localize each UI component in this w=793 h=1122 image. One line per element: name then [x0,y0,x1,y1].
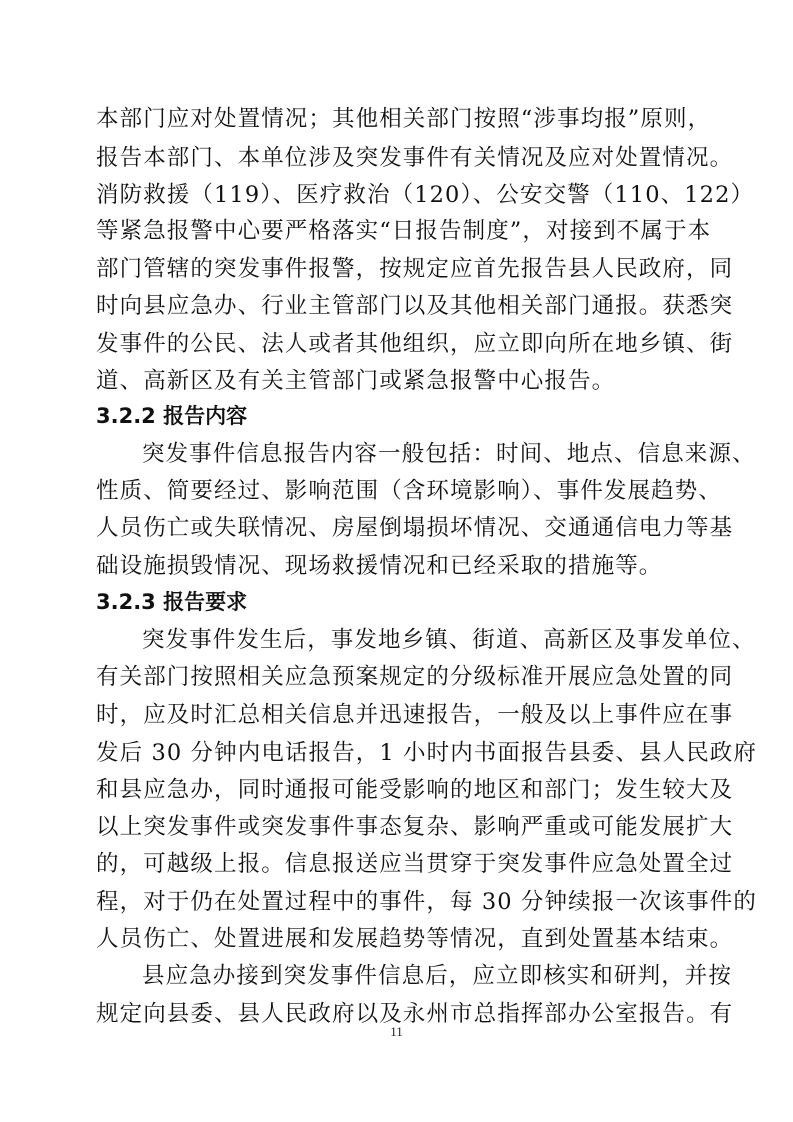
paragraph-line: 有关部门按照相关应急预案规定的分级标准开展应急处置的同 [96,664,734,690]
paragraph-line: 以上突发事件或突发事件事态复杂、影响严重或可能发展扩大 [96,814,734,840]
paragraph-line: 等紧急报警中心要严格落实“日报告制度”，对接到不属于本 [96,218,712,244]
paragraph-line: 县应急办接到突发事件信息后，应立即核实和研判，并按 [142,963,733,989]
paragraph-line: 消防救援（119）、医疗救治（120）、公安交警（110、122） [96,182,755,208]
section-heading-3-2-3: 3.2.3 报告要求 [96,590,248,614]
paragraph-line: 规定向县委、县人民政府以及永州市总指挥部办公室报告。有 [96,1001,734,1027]
page-number: 11 [390,1024,403,1039]
paragraph-line: 道、高新区及有关主管部门或紧急报警中心报告。 [96,368,616,394]
paragraph-line: 发事件的公民、法人或者其他组织，应立即向所在地乡镇、街 [96,331,734,357]
paragraph-line: 突发事件信息报告内容一般包括：时间、地点、信息来源、 [142,441,756,467]
paragraph-line: 的，可越级上报。信息报送应当贯穿于突发事件应急处置全过 [96,851,734,877]
paragraph-line: 时，应及时汇总相关信息并迅速报告，一般及以上事件应在事 [96,702,734,728]
paragraph-line: 报告本部门、本单位涉及突发事件有关情况及应对处置情况。 [96,145,734,171]
paragraph-line: 本部门应对处置情况；其他相关部门按照“涉事均报”原则， [96,106,712,132]
paragraph-line: 程，对于仍在处置过程中的事件，每 30 分钟续报一次该事件的 [96,889,757,915]
paragraph-line: 突发事件发生后，事发地乡镇、街道、高新区及事发单位、 [142,627,756,653]
paragraph-line: 性质、简要经过、影响范围（含环境影响）、事件发展趋势、 [96,478,722,504]
paragraph-line: 础设施损毁情况、现场救援情况和已经采取的措施等。 [96,553,663,579]
paragraph-line: 和县应急办，同时通报可能受影响的地区和部门；发生较大及 [96,777,734,803]
paragraph-line: 发后 30 分钟内电话报告，1 小时内书面报告县委、县人民政府 [96,740,758,766]
section-heading-3-2-2: 3.2.2 报告内容 [96,404,248,428]
paragraph-line: 人员伤亡或失联情况、房屋倒塌损坏情况、交通通信电力等基 [96,515,734,541]
paragraph-line: 部门管辖的突发事件报警，按规定应首先报告县人民政府，同 [96,256,734,282]
paragraph-line: 人员伤亡、处置进展和发展趋势等情况，直到处置基本结束。 [96,926,734,952]
paragraph-line: 时向县应急办、行业主管部门以及其他相关部门通报。获悉突 [96,293,734,319]
